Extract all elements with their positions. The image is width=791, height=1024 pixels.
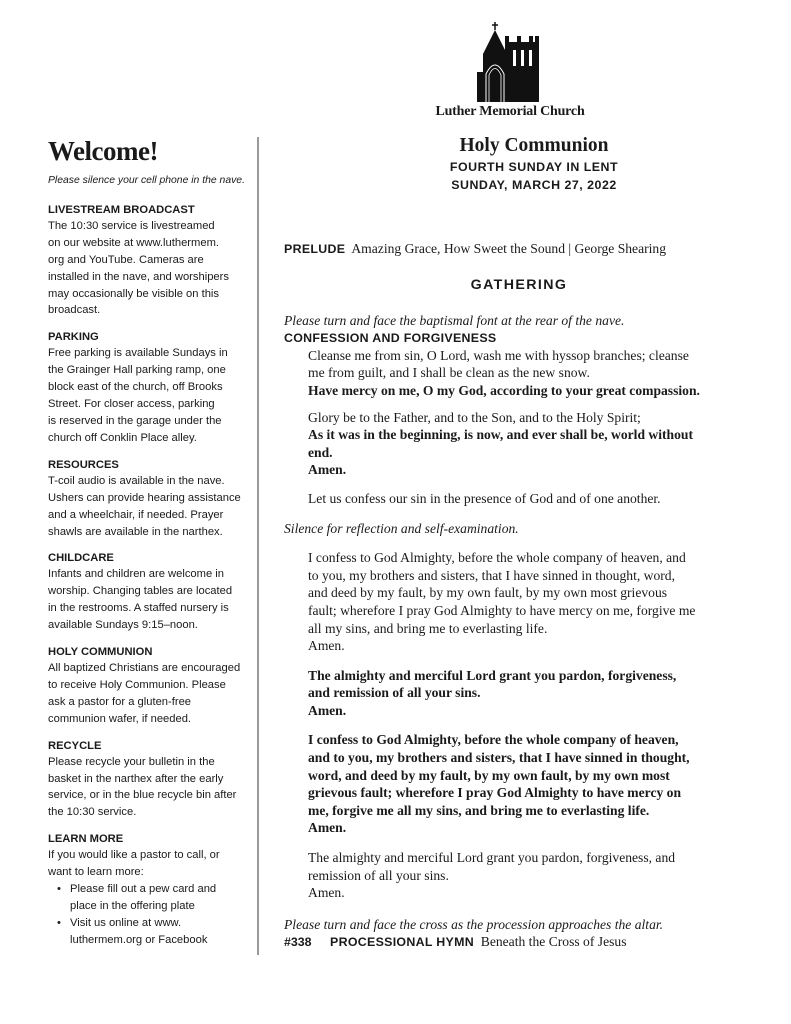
text-line: is reserved in the garage under the xyxy=(48,414,222,427)
confession-leader xyxy=(308,549,754,655)
response-line: and to you, my brothers and sisters, that I have sinned in thought, xyxy=(308,750,690,766)
church-logo xyxy=(430,22,590,122)
text-line: church off Conklin Place alley. xyxy=(48,431,197,444)
text-line: available Sundays 9:15–noon. xyxy=(48,619,198,632)
welcome-title: Welcome! xyxy=(48,136,158,166)
learn-more-list xyxy=(48,881,253,949)
service-subtitle: FOURTH SUNDAY IN LENT xyxy=(449,160,619,174)
text-line: and a wheelchair, if needed. Prayer xyxy=(48,508,224,521)
order-of-worship xyxy=(284,134,754,952)
section-body xyxy=(48,847,253,881)
text-line: communion wafer, if needed. xyxy=(48,712,192,725)
column-divider xyxy=(257,137,259,955)
section-body xyxy=(48,660,253,728)
hymn-title: Beneath the Cross of Jesus xyxy=(480,934,627,950)
text-line: T-coil audio is available in the nave. xyxy=(48,474,225,487)
text-line: luthermem.org or Facebook xyxy=(70,933,208,946)
rubric-procession: Please turn and face the cross as the procession approaches the altar. xyxy=(284,916,664,932)
prelude-text: Amazing Grace, How Sweet the Sound | George Shearing xyxy=(351,241,667,256)
hymn-label: PROCESSIONAL HYMN xyxy=(330,935,474,950)
text-line: the 10:30 service. xyxy=(48,806,137,819)
text-line: Please recycle your bulletin in the xyxy=(48,755,215,768)
section-heading: RECYCLE xyxy=(48,739,102,752)
service-date: SUNDAY, MARCH 27, 2022 xyxy=(451,178,617,192)
church-name: Luther Memorial Church xyxy=(435,104,585,119)
text-line: broadcast. xyxy=(48,304,101,317)
prelude-line xyxy=(284,240,754,259)
response-line: word, and deed by my fault, by my own fault, by my own most xyxy=(308,767,670,783)
cleanse-paragraph xyxy=(308,347,754,400)
response-line: As it was in the beginning, is now, and ever shall be, world without xyxy=(308,427,693,443)
text-line: Street. For closer access, parking xyxy=(48,398,215,411)
text-line: shawls are available in the narthex. xyxy=(48,525,223,538)
service-title: Holy Communion xyxy=(459,135,609,156)
text-line: Free parking is available Sundays in xyxy=(48,347,228,360)
section-body xyxy=(48,566,253,634)
text-line: the Grainger Hall parking ramp, one xyxy=(48,364,226,377)
section-body xyxy=(48,218,253,319)
response-line: Amen. xyxy=(308,462,347,478)
text-line: Amen. xyxy=(308,885,345,901)
text-line: want to learn more: xyxy=(48,866,144,879)
text-line: and deed by my fault, by my own fault, by my own most grievous xyxy=(308,585,668,601)
text-line: • Visit us online at www. xyxy=(70,916,182,929)
rubric-baptismal-font: Please turn and face the baptismal font at the rear of the nave. xyxy=(284,313,625,329)
info-section-parking xyxy=(48,329,253,446)
text-line: to you, my brothers and sisters, that I have sinned in thought, word, xyxy=(308,567,675,583)
list-item xyxy=(70,915,253,949)
text-line: The 10:30 service is livestreamed xyxy=(48,219,215,232)
response-line: The almighty and merciful Lord grant you pardon, forgiveness, xyxy=(308,667,677,683)
response-line: me, forgive me all my sins, and bring me to everlasting life. xyxy=(308,802,650,818)
response-line: Amen. xyxy=(308,820,347,836)
section-heading: LIVESTREAM BROADCAST xyxy=(48,203,195,216)
info-section-holy-communion xyxy=(48,644,253,728)
text-line: may occasionally be visible on this xyxy=(48,287,220,300)
text-line: place in the offering plate xyxy=(70,900,195,912)
response-line: grievous fault; wherefore I pray God Almighty to have mercy on xyxy=(308,785,682,801)
text-line: The almighty and merciful Lord grant you pardon, forgiveness, and xyxy=(308,850,676,866)
section-heading: HOLY COMMUNION xyxy=(48,646,153,659)
text-line: block east of the church, off Brooks xyxy=(48,381,223,394)
section-heading: PARKING xyxy=(48,331,99,344)
text-line: All baptized Christians are encouraged xyxy=(48,662,241,675)
response-line: Have mercy on me, O my God, according to your great compassion. xyxy=(308,382,700,398)
text-line: service, or in the blue recycle bin after xyxy=(48,789,237,802)
absolution-leader xyxy=(308,849,754,902)
section-heading: CHILDCARE xyxy=(48,552,114,565)
response-line: end. xyxy=(308,444,333,460)
text-line: Glory be to the Father, and to the Son, and to the Holy Spirit; xyxy=(308,409,641,425)
response-line: and remission of all your sins. xyxy=(308,685,481,701)
church-icon xyxy=(477,22,543,102)
response-line: I confess to God Almighty, before the whole company of heaven, xyxy=(308,732,679,748)
processional-hymn xyxy=(284,933,754,952)
text-line: If you would like a pastor to call, or xyxy=(48,849,220,862)
info-section-learn-more xyxy=(48,831,253,881)
text-line: basket in the narthex after the early xyxy=(48,772,224,785)
prelude-label: PRELUDE xyxy=(284,242,346,256)
text-line: fault; wherefore I pray God Almighty to have mercy on me, forgive me xyxy=(308,602,696,618)
text-line: all my sins, and bring me to everlasting life. xyxy=(308,620,548,636)
confession-congregation xyxy=(308,731,754,837)
text-line: installed in the nave, and worshipers xyxy=(48,270,229,283)
text-line: to receive Holy Communion. Please xyxy=(48,678,226,691)
confession-heading: CONFESSION AND FORGIVENESS xyxy=(284,330,497,345)
text-line: • Please fill out a pew card and xyxy=(70,883,217,896)
glory-paragraph xyxy=(308,409,754,479)
gathering-heading: GATHERING xyxy=(470,276,568,293)
text-line: Infants and children are welcome in xyxy=(48,568,224,581)
list-item xyxy=(70,881,253,915)
info-section-resources xyxy=(48,457,253,541)
section-body xyxy=(48,473,253,541)
hymn-number: #338 xyxy=(284,935,312,950)
section-body xyxy=(48,754,253,822)
response-line: Amen. xyxy=(308,702,347,718)
text-line: me from guilt, and I shall be clean as the new snow. xyxy=(308,365,590,381)
text-line: Amen. xyxy=(308,638,345,654)
text-line: Cleanse me from sin, O Lord, wash me with hyssop branches; cleanse xyxy=(308,347,689,363)
rubric-silence: Silence for reflection and self-examination. xyxy=(284,520,519,536)
text-line: Ushers can provide hearing assistance xyxy=(48,491,241,504)
silence-note: Please silence your cell phone in the nave. xyxy=(48,175,245,186)
text-line: worship. Changing tables are located xyxy=(48,585,233,598)
info-section-livestream-broadcast xyxy=(48,202,253,319)
confess-invitation: Let us confess our sin in the presence of God and of one another. xyxy=(308,490,661,506)
text-line: on our website at www.luthermem. xyxy=(48,236,219,249)
welcome-column xyxy=(48,136,253,949)
text-line: org and YouTube. Cameras are xyxy=(48,253,204,266)
text-line: ask a pastor for a gluten-free xyxy=(48,695,192,708)
text-line: I confess to God Almighty, before the whole company of heaven, and xyxy=(308,550,686,566)
info-section-recycle xyxy=(48,738,253,822)
absolution-response xyxy=(308,667,754,720)
section-body xyxy=(48,345,253,446)
section-heading: LEARN MORE xyxy=(48,833,124,846)
text-line: remission of all your sins. xyxy=(308,867,449,883)
text-line: in the restrooms. A staffed nursery is xyxy=(48,602,229,615)
section-heading: RESOURCES xyxy=(48,458,119,471)
info-section-childcare xyxy=(48,550,253,634)
